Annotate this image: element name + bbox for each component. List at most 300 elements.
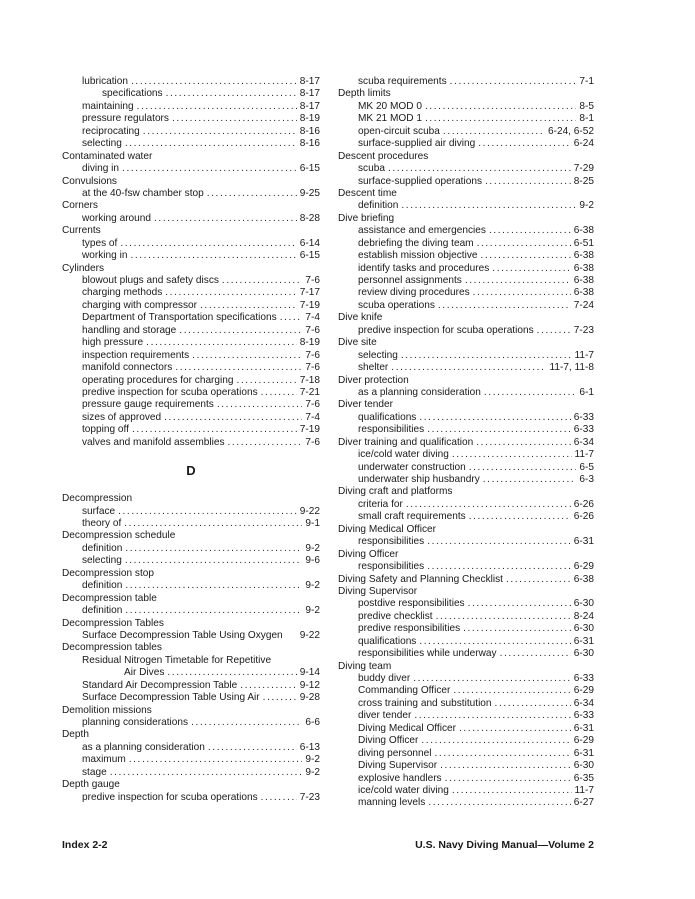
page-reference: 6-35 — [573, 772, 594, 784]
index-subentry — [82, 424, 320, 436]
page-reference: 9-22 — [299, 629, 320, 641]
entry-text: Diver training and qualification — [338, 436, 474, 448]
entry-text: underwater construction — [358, 461, 466, 473]
entry-text: Currents — [62, 225, 101, 237]
entry-text: Standard Air Decompression Table — [82, 679, 238, 691]
page-reference: 7-19 — [299, 424, 320, 436]
entry-text: scuba — [358, 163, 385, 175]
index-subentry — [358, 636, 594, 648]
page-reference: 6-38 — [573, 287, 594, 299]
entry-text: responsibilities while underway — [358, 648, 497, 660]
page-reference: 6-34 — [573, 436, 594, 448]
index-subentry — [358, 536, 594, 548]
dot-leader — [122, 163, 297, 175]
entry-text: valves and manifold assemblies — [82, 436, 225, 448]
index-subentry — [82, 630, 320, 642]
index-subentry — [358, 300, 594, 312]
entry-text: Dive site — [338, 337, 377, 349]
index-entry-heading — [338, 375, 594, 387]
index-subentry — [82, 387, 320, 399]
dot-leader — [166, 88, 297, 100]
entry-text: Air Dives — [124, 667, 165, 679]
entry-text: scuba requirements — [358, 76, 447, 87]
dot-leader — [436, 611, 571, 623]
dot-leader — [137, 101, 297, 113]
entry-text: manning levels — [358, 797, 426, 809]
entry-text: ice/cold water diving — [358, 784, 449, 796]
entry-text: Diving Safety and Planning Checklist — [338, 573, 503, 585]
entry-text: Descent time — [338, 187, 397, 199]
index-subentry — [358, 350, 594, 362]
dot-leader — [146, 337, 297, 349]
index-subentry — [82, 437, 320, 449]
index-subentry — [358, 648, 594, 660]
dot-leader — [468, 598, 571, 610]
dot-leader — [124, 518, 302, 530]
page-reference: 6-31 — [573, 536, 594, 548]
dot-leader — [118, 506, 297, 518]
entry-text: manifold connectors — [82, 362, 173, 374]
entry-text: Demolition missions — [62, 704, 152, 716]
entry-text: Decompression tables — [62, 642, 162, 654]
index-subentry — [358, 598, 594, 610]
entry-text: pressure gauge requirements — [82, 399, 214, 411]
entry-text: diving personnel — [358, 747, 432, 759]
index-subentry — [82, 655, 320, 667]
index-subentry — [358, 275, 594, 287]
index-entry-heading — [62, 618, 320, 630]
entry-text: charging with compressor — [82, 299, 198, 311]
page-reference: 7-6 — [305, 275, 320, 286]
page-reference: 6-38 — [573, 262, 594, 274]
dot-leader — [228, 437, 303, 449]
index-subentry — [124, 667, 320, 679]
page-reference: 6-51 — [573, 237, 594, 249]
index-subentry — [358, 113, 594, 125]
index-subentry — [358, 710, 594, 722]
page-reference: 7-29 — [573, 163, 594, 175]
section-spacer — [62, 449, 320, 462]
entry-text: predive inspection for scuba operations — [358, 324, 534, 336]
dot-leader — [476, 437, 571, 449]
page-reference: 6-6 — [305, 717, 320, 728]
dot-leader — [492, 263, 571, 275]
page-reference: 6-29 — [573, 685, 594, 697]
entry-text: topping off — [82, 424, 129, 436]
index-column-right — [338, 76, 594, 810]
dot-leader — [192, 350, 302, 362]
entry-text: Diver tender — [338, 399, 393, 411]
entry-text: open-circuit scuba — [358, 125, 440, 137]
index-subentry — [82, 580, 320, 592]
index-column-left — [62, 76, 320, 804]
entry-text: buddy diver — [358, 673, 411, 684]
dot-leader — [477, 238, 571, 250]
entry-text: qualifications — [358, 635, 417, 647]
entry-text: surface — [82, 505, 116, 517]
dot-leader — [200, 300, 297, 312]
index-subentry — [358, 387, 594, 399]
entry-text: Depth — [62, 729, 89, 741]
page-reference: 6-38 — [573, 275, 594, 286]
index-subentry — [358, 698, 594, 710]
dot-leader — [120, 238, 296, 250]
index-subentry — [358, 362, 594, 374]
page-reference: 9-14 — [299, 667, 320, 679]
page-reference: 6-33 — [573, 673, 594, 684]
index-subentry — [358, 449, 594, 461]
footer-manual-title: U.S. Navy Diving Manual—Volume 2 — [415, 839, 594, 851]
dot-leader — [427, 536, 571, 548]
entry-text: Diving craft and platforms — [338, 486, 453, 498]
entry-text: diver tender — [358, 710, 412, 722]
dot-leader — [129, 754, 303, 766]
page-reference: 9-25 — [299, 187, 320, 199]
entry-text: assistance and emergencies — [358, 225, 486, 237]
index-subentry — [358, 76, 594, 88]
index-subentry — [82, 325, 320, 337]
entry-text: scuba operations — [358, 299, 435, 311]
dot-leader — [485, 176, 571, 188]
entry-text: review diving procedures — [358, 287, 470, 299]
entry-text: Decompression table — [62, 592, 157, 604]
index-entry-heading — [338, 151, 594, 163]
page-reference: 6-30 — [573, 760, 594, 772]
dot-leader — [443, 126, 545, 138]
entry-text: working in — [82, 250, 128, 262]
page-reference: 6-29 — [573, 735, 594, 747]
entry-text: identify tasks and procedures — [358, 262, 490, 274]
page-reference: 9-2 — [305, 542, 320, 554]
index-subentry — [358, 474, 594, 486]
entry-text: MK 21 MOD 1 — [358, 113, 422, 125]
index-entry-heading — [62, 705, 320, 717]
page-reference: 6-38 — [573, 573, 594, 585]
dot-leader — [154, 213, 297, 225]
index-entry-heading — [62, 593, 320, 605]
index-subentry — [358, 735, 594, 747]
dot-leader — [388, 163, 571, 175]
page-reference: 6-27 — [573, 797, 594, 809]
entry-text: Diving Officer — [358, 735, 419, 747]
entry-text: Descent procedures — [338, 150, 429, 162]
dot-leader — [425, 113, 576, 125]
dot-leader — [450, 76, 577, 88]
index-subentry — [358, 101, 594, 113]
entry-text: definition — [82, 605, 123, 617]
page-reference: 8-17 — [299, 88, 320, 100]
entry-text: specifications — [102, 88, 163, 100]
page-reference: 6-33 — [573, 710, 594, 722]
index-subentry — [82, 543, 320, 555]
dot-leader — [483, 474, 577, 486]
index-entry-heading — [62, 176, 320, 188]
index-subentry — [82, 506, 320, 518]
dot-leader — [419, 412, 570, 424]
page-reference: 8-28 — [299, 212, 320, 224]
dot-leader — [473, 287, 571, 299]
index-entry-heading — [62, 263, 320, 275]
entry-text: as a planning consideration — [82, 741, 205, 753]
entry-text: selecting — [82, 555, 122, 567]
page-reference: 7-4 — [305, 411, 320, 423]
dot-leader — [537, 325, 571, 337]
index-subentry — [358, 462, 594, 474]
entry-text: Dive briefing — [338, 212, 395, 224]
index-entry-heading — [62, 200, 320, 212]
entry-text: surface-supplied air diving — [358, 138, 476, 150]
page-reference: 6-30 — [573, 623, 594, 635]
index-subentry — [358, 611, 594, 623]
entry-text: definition — [358, 200, 399, 212]
index-subentry — [82, 312, 320, 324]
page-reference: 6-38 — [573, 250, 594, 262]
index-subentry — [82, 213, 320, 225]
index-subentry — [82, 250, 320, 262]
dot-leader — [452, 449, 572, 461]
index-subentry — [82, 680, 320, 692]
dot-leader — [500, 648, 571, 660]
dot-leader — [506, 574, 571, 586]
dot-leader — [167, 667, 296, 679]
dot-leader — [428, 797, 570, 809]
page-reference: 6-1 — [579, 386, 594, 398]
entry-text: charging methods — [82, 287, 163, 299]
page-reference: 8-5 — [579, 100, 594, 112]
dot-leader — [172, 113, 297, 125]
index-entry-heading — [62, 568, 320, 580]
dot-leader — [419, 636, 570, 648]
dot-leader — [191, 717, 302, 729]
dot-leader — [175, 362, 302, 374]
index-subentry — [358, 200, 594, 212]
page-reference: 6-33 — [573, 424, 594, 436]
entry-text: explosive handlers — [358, 772, 442, 784]
entry-text: MK 20 MOD 0 — [358, 100, 422, 112]
page-reference: 8-17 — [299, 100, 320, 112]
entry-text: blowout plugs and safety discs — [82, 275, 219, 286]
entry-text: definition — [82, 542, 123, 554]
page-reference: 9-2 — [305, 605, 320, 617]
page-reference: 7-21 — [299, 386, 320, 398]
page-reference: 6-13 — [299, 741, 320, 753]
dot-leader — [421, 735, 570, 747]
dot-leader — [459, 723, 571, 735]
page-reference: 6-30 — [573, 598, 594, 610]
dot-leader — [478, 138, 571, 150]
dot-leader — [481, 250, 571, 262]
entry-text: personnel assignments — [358, 275, 462, 286]
entry-text: selecting — [82, 138, 122, 150]
page-reference: 11-7 — [574, 349, 594, 361]
page-reference: 7-4 — [305, 312, 320, 324]
index-subentry — [82, 300, 320, 312]
index-entry-heading — [62, 729, 320, 741]
entry-text: shelter — [358, 362, 389, 374]
dot-leader — [164, 412, 302, 424]
dot-leader — [240, 680, 297, 692]
dot-leader — [401, 200, 576, 212]
index-subentry — [82, 188, 320, 200]
page-reference: 9-2 — [305, 754, 320, 766]
entry-text: Convulsions — [62, 175, 117, 187]
entry-text: predive checklist — [358, 610, 433, 622]
entry-text: handling and storage — [82, 324, 177, 336]
entry-text: maximum — [82, 754, 126, 766]
index-subentry — [82, 138, 320, 150]
index-entry-heading — [62, 642, 320, 654]
page-reference: 7-17 — [299, 287, 320, 299]
index-subentry — [358, 561, 594, 573]
page-reference: 6-5 — [579, 461, 594, 473]
page-reference: 7-24 — [573, 299, 594, 311]
footer-page-label: Index 2-2 — [62, 839, 108, 851]
index-subentry — [358, 673, 594, 685]
entry-text: maintaining — [82, 100, 134, 112]
index-subentry — [358, 225, 594, 237]
entry-text: sizes of approved — [82, 411, 162, 423]
entry-text: Residual Nitrogen Timetable for Repetitive — [82, 654, 272, 666]
index-subentry — [358, 424, 594, 436]
index-subentry — [82, 287, 320, 299]
page-reference: 9-2 — [305, 766, 320, 778]
index-subentry — [82, 605, 320, 617]
dot-leader — [132, 424, 297, 436]
page-reference: 6-30 — [573, 648, 594, 660]
entry-text: at the 40-fsw chamber stop — [82, 187, 204, 199]
dot-leader — [445, 773, 571, 785]
page-reference: 8-16 — [299, 138, 320, 150]
index-subentry — [82, 742, 320, 754]
dot-leader — [125, 580, 302, 592]
entry-text: Decompression Tables — [62, 617, 164, 629]
index-entry-heading — [62, 225, 320, 237]
dot-leader — [438, 300, 571, 312]
dot-leader — [125, 555, 303, 567]
dot-leader — [425, 101, 576, 113]
page-reference: 8-19 — [299, 113, 320, 125]
index-subentry — [82, 792, 320, 804]
index-subentry — [82, 767, 320, 779]
entry-text: predive inspection for scuba operations — [82, 791, 258, 803]
entry-text: operating procedures for charging — [82, 374, 234, 386]
dot-leader — [435, 748, 571, 760]
index-entry-heading — [338, 549, 594, 561]
dot-leader — [110, 767, 303, 779]
index-entry-heading — [62, 151, 320, 163]
page-reference: 6-24, 6-52 — [547, 125, 594, 137]
entry-text: Corners — [62, 200, 98, 212]
page-reference: 6-26 — [573, 511, 594, 523]
index-subentry — [82, 412, 320, 424]
page-reference: 7-1 — [579, 76, 594, 87]
dot-leader — [261, 792, 297, 804]
index-subentry — [358, 623, 594, 635]
index-subentry — [358, 263, 594, 275]
entry-text: responsibilities — [358, 561, 425, 573]
index-subentry — [358, 163, 594, 175]
dot-leader — [463, 623, 571, 635]
index-entry-heading — [338, 312, 594, 324]
entry-text: Department of Transportation specifications — [82, 312, 277, 324]
page-reference: 7-6 — [305, 324, 320, 336]
dot-leader — [391, 362, 546, 374]
index-entry-heading — [62, 530, 320, 542]
index-subentry — [358, 325, 594, 337]
index-entry-heading — [338, 486, 594, 498]
index-subentry — [82, 350, 320, 362]
entry-text: reciprocating — [82, 125, 140, 137]
entry-text: inspection requirements — [82, 349, 190, 361]
dot-leader — [165, 287, 297, 299]
page-reference: 9-2 — [579, 200, 594, 212]
page-reference: 8-1 — [579, 113, 594, 125]
dot-leader — [131, 76, 297, 88]
dot-leader — [469, 462, 577, 474]
entry-text: Decompression stop — [62, 567, 155, 579]
index-subentry — [82, 717, 320, 729]
index-entry-heading — [338, 586, 594, 598]
page-reference: 9-22 — [299, 505, 320, 517]
page-reference: 7-19 — [299, 299, 320, 311]
entry-text: Commanding Officer — [358, 685, 451, 697]
entry-text: Diving Medical Officer — [358, 722, 456, 734]
index-entry-heading — [338, 399, 594, 411]
section-letter-heading: D — [186, 463, 196, 479]
entry-text: small craft requirements — [358, 511, 466, 523]
page-reference: 8-25 — [573, 175, 594, 187]
dot-leader — [125, 605, 302, 617]
entry-text: pressure regulators — [82, 113, 169, 125]
page-reference: 11-7, 11-8 — [549, 362, 594, 374]
index-subentry — [82, 337, 320, 349]
page-reference: 6-31 — [573, 635, 594, 647]
entry-text: surface-supplied operations — [358, 175, 483, 187]
dot-leader — [280, 312, 303, 324]
index-subentry — [82, 555, 320, 567]
entry-text: responsibilities — [358, 424, 425, 436]
index-subentry — [82, 399, 320, 411]
dot-leader — [207, 188, 297, 200]
dot-leader — [222, 275, 302, 287]
entry-text: high pressure — [82, 337, 144, 349]
section-spacer — [62, 480, 320, 493]
entry-text: Diver protection — [338, 374, 409, 386]
entry-text: types of — [82, 237, 118, 249]
page-reference: 7-6 — [305, 349, 320, 361]
entry-text: ice/cold water diving — [358, 449, 449, 461]
index-subentry — [358, 511, 594, 523]
dot-leader — [414, 710, 570, 722]
page-reference: 7-6 — [305, 399, 320, 411]
dot-leader — [130, 250, 296, 262]
dot-leader — [413, 673, 571, 685]
page-reference: 8-16 — [299, 125, 320, 137]
index-entry-heading — [338, 88, 594, 100]
index-entry-heading — [338, 337, 594, 349]
entry-text: selecting — [358, 349, 398, 361]
index-entry-heading — [338, 524, 594, 536]
entry-text: criteria for — [358, 498, 403, 510]
index-subentry — [358, 785, 594, 797]
page-reference: 6-15 — [299, 163, 320, 175]
page-reference: 9-28 — [299, 692, 320, 704]
page-reference: 9-2 — [305, 580, 320, 592]
index-subentry — [82, 375, 320, 387]
page-reference: 7-23 — [573, 324, 594, 336]
entry-text: Surface Decompression Table Using Oxygen — [82, 629, 283, 641]
dot-leader — [452, 785, 572, 797]
